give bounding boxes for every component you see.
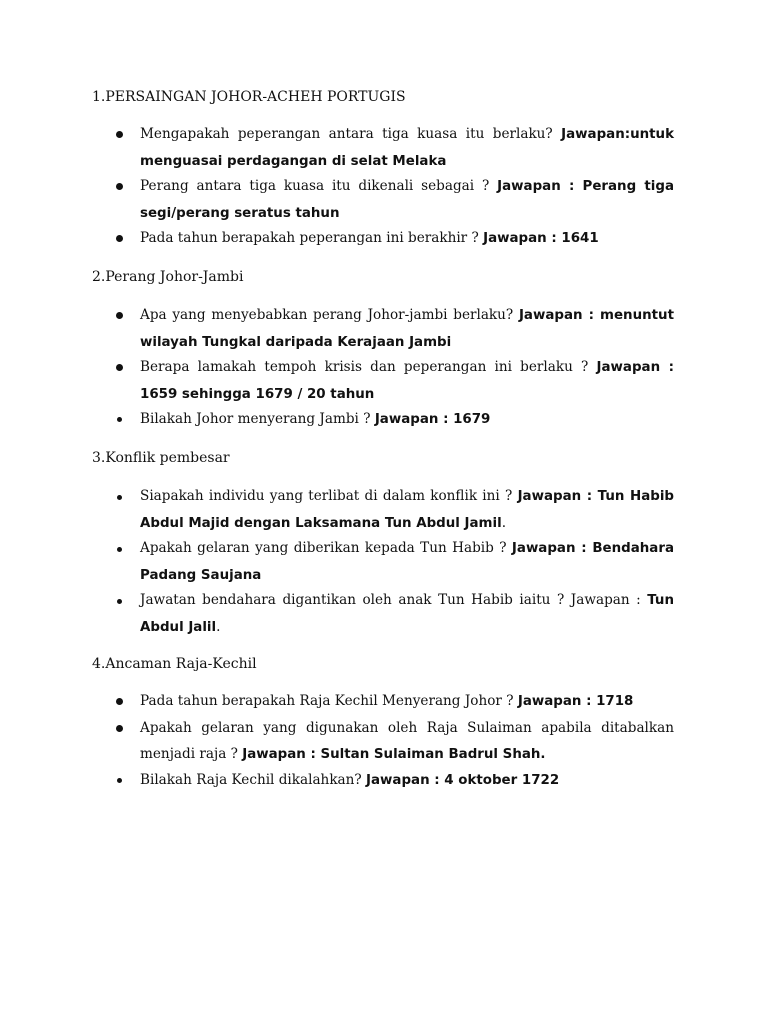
item-tail: . [216,619,221,635]
section-heading-3: 3.Konflik pembesar [92,450,230,466]
list-item [140,121,674,175]
answer-text: Jawapan : 1679 [374,412,491,427]
list-item [140,225,674,252]
list-item [140,587,674,641]
answer-text: Jawapan : Perang tiga segi/perang seratus tahun [140,179,674,221]
question-text: Berapa lamakah tempoh krisis dan peperangan ini berlaku ? [140,359,597,375]
answer-text: Jawapan : 1641 [483,231,599,246]
list-item [140,354,674,408]
item-tail: . [501,515,507,531]
bullet-icon [116,131,123,138]
question-text: Apakah gelaran yang digunakan oleh Raja Sulaiman apabila ditabalkan menjadi raja ? [140,720,674,762]
list-item [140,483,674,537]
question-text: Apakah gelaran yang diberikan kepada Tun Habib ? [140,540,512,556]
answer-text: Tun Abdul Jalil [140,593,674,635]
bullet-icon [116,698,123,705]
bullet-icon [116,364,123,371]
question-text: Perang antara tiga kuasa itu dikenali sebagai ? [140,178,498,194]
answer-text: Jawapan : 1718 [517,694,634,709]
list-item [140,535,674,589]
bullet-icon [116,235,123,242]
bullet-icon [117,495,122,500]
answer-text: Jawapan : Bendahara Padang Saujana [140,541,674,583]
bullet-icon [117,547,122,552]
question-text: Apa yang menyebabkan perang Johor-jambi berlaku? [140,307,519,323]
list-item [140,715,674,768]
question-text: Mengapakah peperangan antara tiga kuasa itu berlaku? [140,126,562,142]
bullet-icon [116,312,123,319]
question-text: Siapakah individu yang terlibat di dalam konflik ini ? [140,488,518,504]
list-item [140,302,674,356]
bullet-icon [116,725,123,732]
bullet-icon [117,778,122,783]
bullet-icon [117,417,122,422]
question-text: Jawatan bendahara digantikan oleh anak Tun Habib iaitu ? Jawapan : [140,592,648,608]
section-heading-2: 2.Perang Johor-Jambi [92,269,244,285]
list-item [140,406,674,433]
question-text: Pada tahun berapakah Raja Kechil Menyerang Johor ? [140,693,518,709]
section-heading-4: 4.Ancaman Raja-Kechil [92,656,257,672]
answer-text: Jawapan : Tun Habib Abdul Majid dengan Laksamana Tun Abdul Jamil [140,489,675,531]
question-text: Pada tahun berapakah peperangan ini berakhir ? [140,230,484,246]
list-item [140,173,674,227]
question-text: Bilakah Johor menyerang Jambi ? [140,411,375,427]
answer-text: Jawapan : Sultan Sulaiman Badrul Shah. [242,747,546,762]
answer-text: Jawapan : 1659 sehingga 1679 / 20 tahun [140,360,674,402]
section-heading-1: 1.PERSAINGAN JOHOR-ACHEH PORTUGIS [92,89,406,105]
list-item [140,688,674,715]
bullet-icon [117,599,122,604]
answer-text: Jawapan : menuntut wilayah Tungkal daripada Kerajaan Jambi [140,308,674,350]
answer-text: Jawapan:untuk menguasai perdagangan di selat Melaka [140,127,674,169]
question-text: Bilakah Raja Kechil dikalahkan? [140,772,367,788]
list-item [140,767,674,794]
bullet-icon [116,183,123,190]
answer-text: Jawapan : 4 oktober 1722 [366,773,560,788]
